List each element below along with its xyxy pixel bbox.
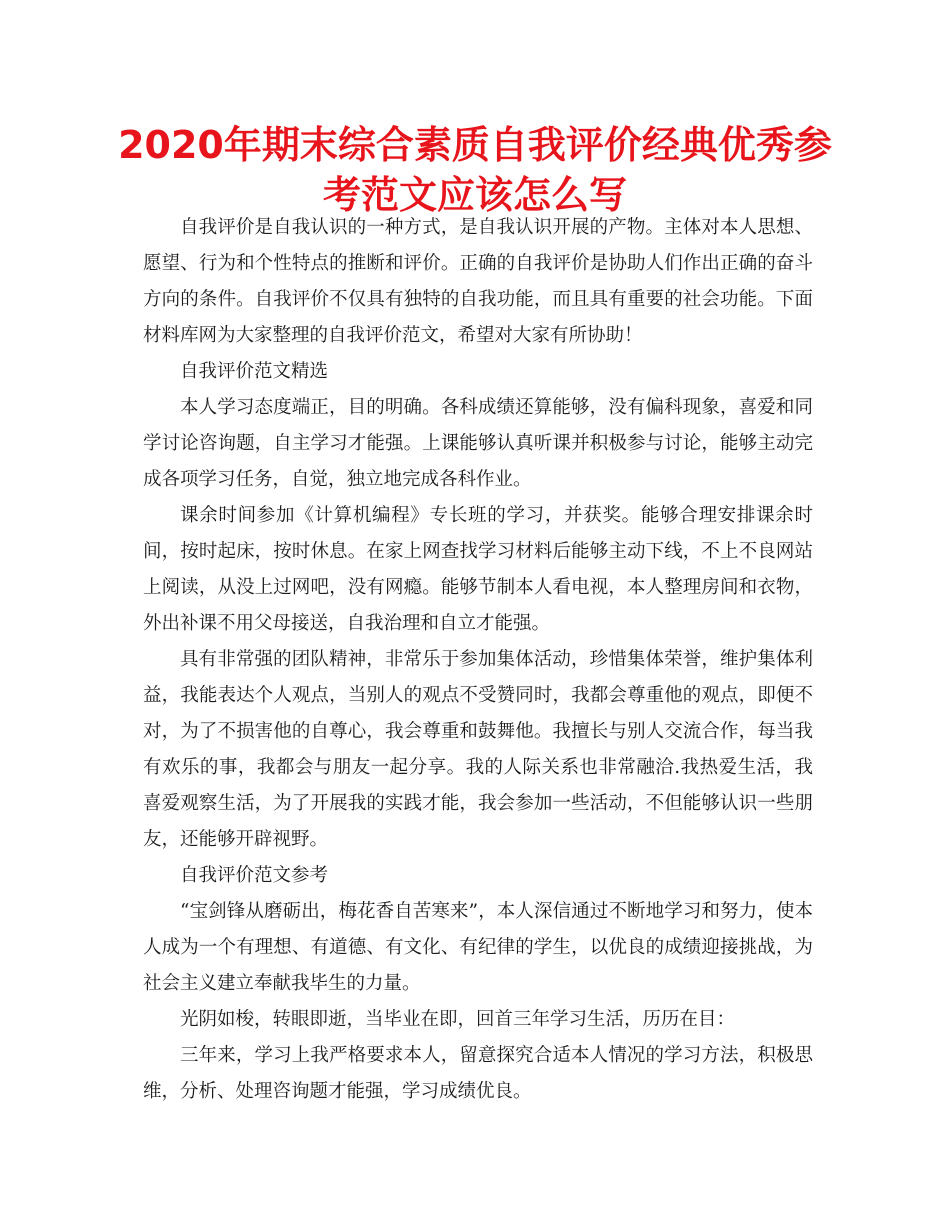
paragraph: “宝剑锋从磨砺出，梅花香自苦寒来”，本人深信通过不断地学习和努力，使本人成为一个有理想、有道德、有文化、有纪律的学生，以优良的成绩迎接挑战，为社会主义建立奉献我毕生的力量。 [143,901,813,994]
document-body [143,210,813,1110]
paragraph: 具有非常强的团队精神，非常乐于参加集体活动，珍惜集体荣誉，维护集体利益，我能表达个人观点，当别人的观点不受赞同时，我都会尊重他的观点，即便不对，为了不损害他的自尊心，我会尊重和鼓舞他。我擅长与别人交流合作，每当我有欢乐的事，我都会与朋友一起分享。我的人际关系也非常融洽.我热爱生活，我喜爱观察生活，为了开展我的实践才能，我会参加一些活动，不但能够认识一些朋友，还能够开辟视野。 [143,649,813,850]
section-heading-reference: 自我评价范文参考 [180,865,329,886]
section-heading-selected: 自我评价范文精选 [180,361,329,382]
paragraph: 本人学习态度端正，目的明确。各科成绩还算能够，没有偏科现象，喜爱和同学讨论咨询题，自主学习才能强。上课能够认真听课并积极参与讨论，能够主动完成各项学习任务，自觉，独立地完成各科作业。 [143,397,813,490]
paragraph: 三年来，学习上我严格要求本人，留意探究合适本人情况的学习方法，积极思维，分析、处理咨询题才能强，学习成绩优良。 [143,1045,813,1102]
paragraph: 课余时间参加《计算机编程》专长班的学习，并获奖。能够合理安排课余时间，按时起床，按时休息。在家上网查找学习材料后能够主动下线，不上不良网站上阅读，从没上过网吧，没有网瘾。能够节制本人看电视，本人整理房间和衣物，外出补课不用父母接送，自我治理和自立才能强。 [143,505,813,634]
paragraph-intro: 自我评价是自我认识的一种方式，是自我认识开展的产物。主体对本人思想、愿望、行为和个性特点的推断和评价。正确的自我评价是协助人们作出正确的奋斗方向的条件。自我评价不仅具有独特的自我功能，而且具有重要的社会功能。下面材料库网为大家整理的自我评价范文，希望对大家有所协助！ [143,217,813,346]
document-title: 2020年期末综合素质自我评价经典优秀参考范文应该怎么写 [118,123,832,217]
paragraph: 光阴如梭，转眼即逝，当毕业在即，回首三年学习生活，历历在目： [180,1009,736,1030]
